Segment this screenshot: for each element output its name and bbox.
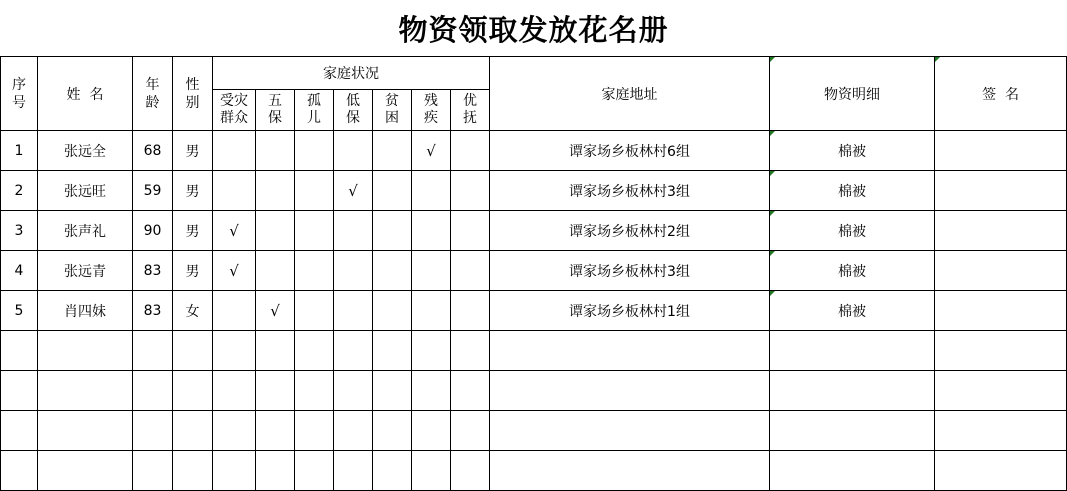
empty-cell[interactable] xyxy=(295,411,334,451)
empty-cell[interactable] xyxy=(133,371,173,411)
status-cell-poverty[interactable] xyxy=(373,291,412,331)
name-cell[interactable]: 张远全 xyxy=(38,131,133,171)
status-cell-poverty[interactable] xyxy=(373,211,412,251)
header-status-disaster-victims: 受灾 群众 xyxy=(213,90,256,131)
empty-cell[interactable] xyxy=(38,371,133,411)
empty-cell[interactable] xyxy=(173,411,213,451)
status-cell-poverty[interactable] xyxy=(373,251,412,291)
address-cell[interactable]: 谭家场乡板林村1组 xyxy=(490,291,770,331)
age-cell[interactable]: 68 xyxy=(133,131,173,171)
header-status-five-guarantees: 五 保 xyxy=(256,90,295,131)
empty-cell[interactable] xyxy=(1,411,38,451)
address-cell[interactable]: 谭家场乡板林村3组 xyxy=(490,171,770,211)
empty-cell[interactable] xyxy=(770,371,935,411)
materials-cell[interactable]: 棉被 xyxy=(770,171,935,211)
empty-cell[interactable] xyxy=(490,371,770,411)
empty-cell[interactable] xyxy=(173,331,213,371)
materials-cell[interactable]: 棉被 xyxy=(770,211,935,251)
status-cell-disaster-victims[interactable] xyxy=(213,251,256,291)
gender-cell[interactable]: 男 xyxy=(173,251,213,291)
signature-cell[interactable] xyxy=(935,251,1067,291)
status-cell-five-guarantees[interactable] xyxy=(256,131,295,171)
empty-cell[interactable] xyxy=(373,331,412,371)
header-address: 家庭地址 xyxy=(490,57,770,131)
gender-cell[interactable]: 男 xyxy=(173,171,213,211)
empty-cell[interactable] xyxy=(373,451,412,491)
empty-cell[interactable] xyxy=(213,411,256,451)
empty-cell[interactable] xyxy=(295,331,334,371)
status-cell-disaster-victims[interactable] xyxy=(213,211,256,251)
name-cell[interactable]: 张远青 xyxy=(38,251,133,291)
empty-cell[interactable] xyxy=(213,371,256,411)
status-cell-five-guarantees[interactable] xyxy=(256,171,295,211)
empty-table-row xyxy=(1,371,1067,411)
empty-cell[interactable] xyxy=(451,451,490,491)
header-gender: 性 别 xyxy=(173,57,213,131)
header-materials: 物资明细 xyxy=(770,57,935,131)
status-cell-disaster-victims[interactable] xyxy=(213,291,256,331)
status-cell-orphan[interactable] xyxy=(295,131,334,171)
signature-cell[interactable] xyxy=(935,131,1067,171)
empty-cell[interactable] xyxy=(490,331,770,371)
empty-cell[interactable] xyxy=(373,411,412,451)
signature-cell[interactable] xyxy=(935,211,1067,251)
empty-cell[interactable] xyxy=(133,451,173,491)
check-mark-icon: √ xyxy=(270,301,280,320)
empty-cell[interactable] xyxy=(1,371,38,411)
status-cell-poverty[interactable] xyxy=(373,171,412,211)
status-cell-five-guarantees[interactable] xyxy=(256,251,295,291)
table-row xyxy=(1,291,1067,331)
name-cell[interactable]: 张远旺 xyxy=(38,171,133,211)
check-mark-icon: √ xyxy=(229,221,239,240)
check-mark-icon: √ xyxy=(348,181,358,200)
age-cell[interactable]: 59 xyxy=(133,171,173,211)
status-cell-orphan[interactable] xyxy=(295,251,334,291)
status-cell-five-guarantees[interactable] xyxy=(256,211,295,251)
status-cell-special-care[interactable] xyxy=(451,251,490,291)
header-status-orphan: 孤 儿 xyxy=(295,90,334,131)
age-cell[interactable]: 83 xyxy=(133,291,173,331)
empty-cell[interactable] xyxy=(133,411,173,451)
status-cell-disaster-victims[interactable] xyxy=(213,131,256,171)
empty-cell[interactable] xyxy=(334,411,373,451)
empty-cell[interactable] xyxy=(935,331,1067,371)
status-cell-poverty[interactable] xyxy=(373,131,412,171)
status-cell-special-care[interactable] xyxy=(451,291,490,331)
empty-cell[interactable] xyxy=(295,371,334,411)
empty-cell[interactable] xyxy=(451,371,490,411)
empty-cell[interactable] xyxy=(770,411,935,451)
empty-cell[interactable] xyxy=(935,411,1067,451)
status-cell-disaster-victims[interactable] xyxy=(213,171,256,211)
empty-cell[interactable] xyxy=(770,451,935,491)
empty-table-row xyxy=(1,331,1067,371)
age-cell[interactable]: 90 xyxy=(133,211,173,251)
empty-cell[interactable] xyxy=(38,331,133,371)
address-cell[interactable]: 谭家场乡板林村3组 xyxy=(490,251,770,291)
empty-table-row xyxy=(1,411,1067,451)
signature-cell[interactable] xyxy=(935,171,1067,211)
status-cell-special-care[interactable] xyxy=(451,211,490,251)
header-status-low-income: 低 保 xyxy=(334,90,373,131)
empty-cell[interactable] xyxy=(256,451,295,491)
status-cell-disabled[interactable] xyxy=(412,171,451,211)
age-cell[interactable]: 83 xyxy=(133,251,173,291)
empty-cell[interactable] xyxy=(770,331,935,371)
materials-cell[interactable]: 棉被 xyxy=(770,291,935,331)
seq-cell[interactable]: 3 xyxy=(1,211,38,251)
seq-cell[interactable]: 5 xyxy=(1,291,38,331)
address-cell[interactable]: 谭家场乡板林村2组 xyxy=(490,211,770,251)
empty-cell[interactable] xyxy=(373,371,412,411)
header-age: 年 龄 xyxy=(133,57,173,131)
status-cell-orphan[interactable] xyxy=(295,171,334,211)
empty-table-row xyxy=(1,451,1067,491)
page-title: 物资领取发放花名册 xyxy=(398,13,669,47)
status-cell-disabled[interactable] xyxy=(412,211,451,251)
header-signature: 签 名 xyxy=(935,57,1067,131)
empty-cell[interactable] xyxy=(490,411,770,451)
empty-cell[interactable] xyxy=(256,371,295,411)
table-row xyxy=(1,251,1067,291)
seq-cell[interactable]: 1 xyxy=(1,131,38,171)
empty-cell[interactable] xyxy=(213,331,256,371)
empty-cell[interactable] xyxy=(935,451,1067,491)
address-cell[interactable]: 谭家场乡板林村6组 xyxy=(490,131,770,171)
status-cell-low-income[interactable] xyxy=(334,251,373,291)
materials-cell[interactable]: 棉被 xyxy=(770,251,935,291)
status-cell-low-income[interactable] xyxy=(334,131,373,171)
header-status-disabled: 残 疾 xyxy=(412,90,451,131)
status-cell-disabled[interactable] xyxy=(412,251,451,291)
signature-cell[interactable] xyxy=(935,291,1067,331)
empty-cell[interactable] xyxy=(38,411,133,451)
status-cell-orphan[interactable] xyxy=(295,211,334,251)
gender-cell[interactable]: 男 xyxy=(173,211,213,251)
empty-cell[interactable] xyxy=(1,331,38,371)
empty-cell[interactable] xyxy=(256,411,295,451)
empty-cell[interactable] xyxy=(1,451,38,491)
table-row xyxy=(1,171,1067,211)
name-cell[interactable]: 肖四妹 xyxy=(38,291,133,331)
gender-cell[interactable]: 女 xyxy=(173,291,213,331)
status-cell-disabled[interactable] xyxy=(412,291,451,331)
empty-cell[interactable] xyxy=(451,331,490,371)
header-status-poverty: 贫 困 xyxy=(373,90,412,131)
empty-cell[interactable] xyxy=(935,371,1067,411)
name-cell[interactable]: 张声礼 xyxy=(38,211,133,251)
empty-cell[interactable] xyxy=(173,451,213,491)
empty-cell[interactable] xyxy=(256,331,295,371)
empty-cell[interactable] xyxy=(173,371,213,411)
status-cell-five-guarantees[interactable] xyxy=(256,291,295,331)
empty-cell[interactable] xyxy=(412,331,451,371)
empty-cell[interactable] xyxy=(334,371,373,411)
table-row xyxy=(1,131,1067,171)
check-mark-icon: √ xyxy=(426,141,436,160)
header-status-special-care: 优 抚 xyxy=(451,90,490,131)
status-cell-low-income[interactable] xyxy=(334,291,373,331)
status-cell-special-care[interactable] xyxy=(451,171,490,211)
status-cell-low-income[interactable] xyxy=(334,171,373,211)
seq-cell[interactable]: 4 xyxy=(1,251,38,291)
header-seq: 序 号 xyxy=(1,57,38,131)
empty-cell[interactable] xyxy=(412,451,451,491)
seq-cell[interactable]: 2 xyxy=(1,171,38,211)
empty-cell[interactable] xyxy=(451,411,490,451)
header-name: 姓 名 xyxy=(38,57,133,131)
gender-cell[interactable]: 男 xyxy=(173,131,213,171)
status-cell-special-care[interactable] xyxy=(451,131,490,171)
header-family-status: 家庭状况 xyxy=(213,57,490,90)
empty-cell[interactable] xyxy=(213,451,256,491)
status-cell-low-income[interactable] xyxy=(334,211,373,251)
empty-cell[interactable] xyxy=(490,451,770,491)
empty-cell[interactable] xyxy=(334,451,373,491)
materials-cell[interactable]: 棉被 xyxy=(770,131,935,171)
roster-table xyxy=(0,56,1067,491)
check-mark-icon: √ xyxy=(229,261,239,280)
status-cell-disabled[interactable] xyxy=(412,131,451,171)
empty-cell[interactable] xyxy=(133,331,173,371)
empty-cell[interactable] xyxy=(412,411,451,451)
empty-cell[interactable] xyxy=(334,331,373,371)
empty-cell[interactable] xyxy=(412,371,451,411)
status-cell-orphan[interactable] xyxy=(295,291,334,331)
empty-cell[interactable] xyxy=(295,451,334,491)
table-row xyxy=(1,211,1067,251)
empty-cell[interactable] xyxy=(38,451,133,491)
